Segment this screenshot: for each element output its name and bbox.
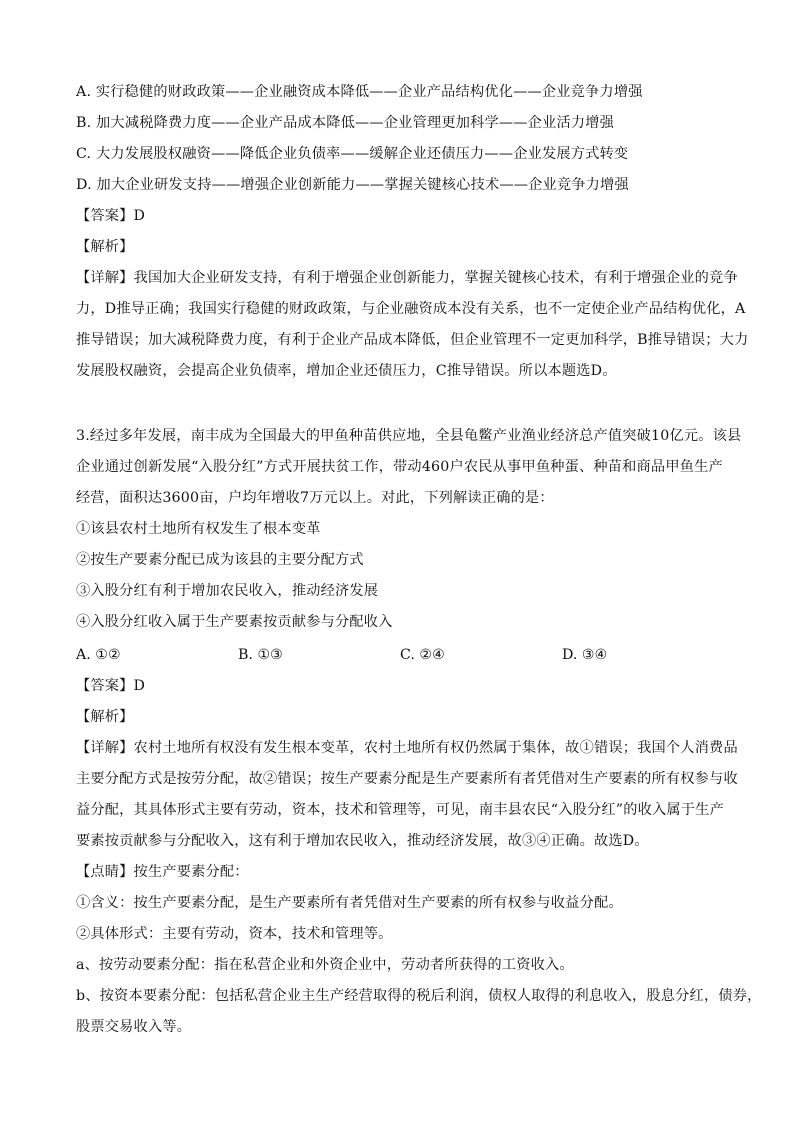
q3-statement-1: ①该县农村土地所有权发生了根本变革 [76,521,321,537]
q3-detail-line: 【详解】农村土地所有权没有发生根本变革，农村土地所有权仍然属于集体，故①错误；我国个人消费品 [76,740,738,756]
q2-analysis-label: 【解析】 [76,239,134,255]
q2-detail-line: 力，D推导正确；我国实行稳健的财政政策，与企业融资成本没有关系，也不一定使企业产品结构优化，A [76,301,746,317]
q3-tip-line: b、按资本要素分配：包括私营企业主生产经营取得的税后利润，债权人取得的利息收入，股息分红，债券， [76,988,762,1004]
q3-choice-a: A. ①② [76,647,121,663]
q3-tip-line: ②具体形式：主要有劳动，资本，技术和管理等。 [76,926,393,942]
q2-answer: 【答案】D [76,208,146,224]
q3-tip-heading: 【点睛】按生产要素分配： [76,864,249,880]
q3-stem-line: 经营，面积达3600亩，户均年增收7万元以上。对此，下列解读正确的是： [76,490,554,506]
q2-detail-line: 发展股权融资，会提高企业负债率，增加企业还债压力，C推导错误。所以本题选D。 [76,363,617,379]
q3-statement-2: ②按生产要素分配已成为该县的主要分配方式 [76,552,364,568]
q3-stem-line: 企业通过创新发展“入股分红”方式开展扶贫工作，带动460户农民从事甲鱼种蛋、种苗和商品甲鱼生产 [76,459,723,475]
q3-statement-3: ③入股分红有利于增加农民收入，推动经济发展 [76,583,379,599]
q3-detail-line: 主要分配方式是按劳分配，故②错误；按生产要素分配是生产要素所有者凭借对生产要素的所有权参与收 [76,771,738,787]
q2-detail-line: 推导错误；加大减税降费力度，有利于企业产品成本降低，但企业管理不一定更加科学，B推导错误；大力 [76,332,749,348]
q3-detail-line: 益分配，其具体形式主要有劳动，资本，技术和管理等，可见，南丰县农民“入股分红”的收入属于生产 [76,802,724,818]
q3-tip-line: 股票交易收入等。 [76,1019,192,1035]
q2-option-d: D. 加大企业研发支持——增强企业创新能力——掌握关键核心技术——企业竞争力增强 [76,177,629,193]
q3-choice-b: B. ①③ [238,647,283,663]
q3-stem-line: 3.经过多年发展，南丰成为全国最大的甲鱼种苗供应地，全县龟鳖产业渔业经济总产值突破10亿元。该县 [76,428,742,444]
q3-analysis-label: 【解析】 [76,709,134,725]
q3-choice-c: C. ②④ [400,647,445,663]
q3-choice-d: D. ③④ [562,647,608,663]
q3-tip-line: ①含义：按生产要素分配，是生产要素所有者凭借对生产要素的所有权参与收益分配。 [76,895,623,911]
q2-option-c: C. 大力发展股权融资——降低企业负债率——缓解企业还债压力——企业发展方式转变 [76,146,629,162]
q2-option-b: B. 加大减税降费力度——企业产品成本降低——企业管理更加科学——企业活力增强 [76,115,614,131]
q3-statement-4: ④入股分红收入属于生产要素按贡献参与分配收入 [76,614,393,630]
q2-detail-line: 【详解】我国加大企业研发支持，有利于增强企业创新能力，掌握关键核心技术，有利于增强企业的竞争 [76,270,738,286]
q3-answer: 【答案】D [76,678,146,694]
q2-option-a: A. 实行稳健的财政政策——企业融资成本降低——企业产品结构优化——企业竞争力增强 [76,84,643,100]
q3-detail-line: 要素按贡献参与分配收入，这有利于增加农民收入，推动经济发展，故③④正确。故选D。 [76,833,649,849]
q3-tip-line: a、按劳动要素分配：指在私营企业和外资企业中，劳动者所获得的工资收入。 [76,957,574,973]
